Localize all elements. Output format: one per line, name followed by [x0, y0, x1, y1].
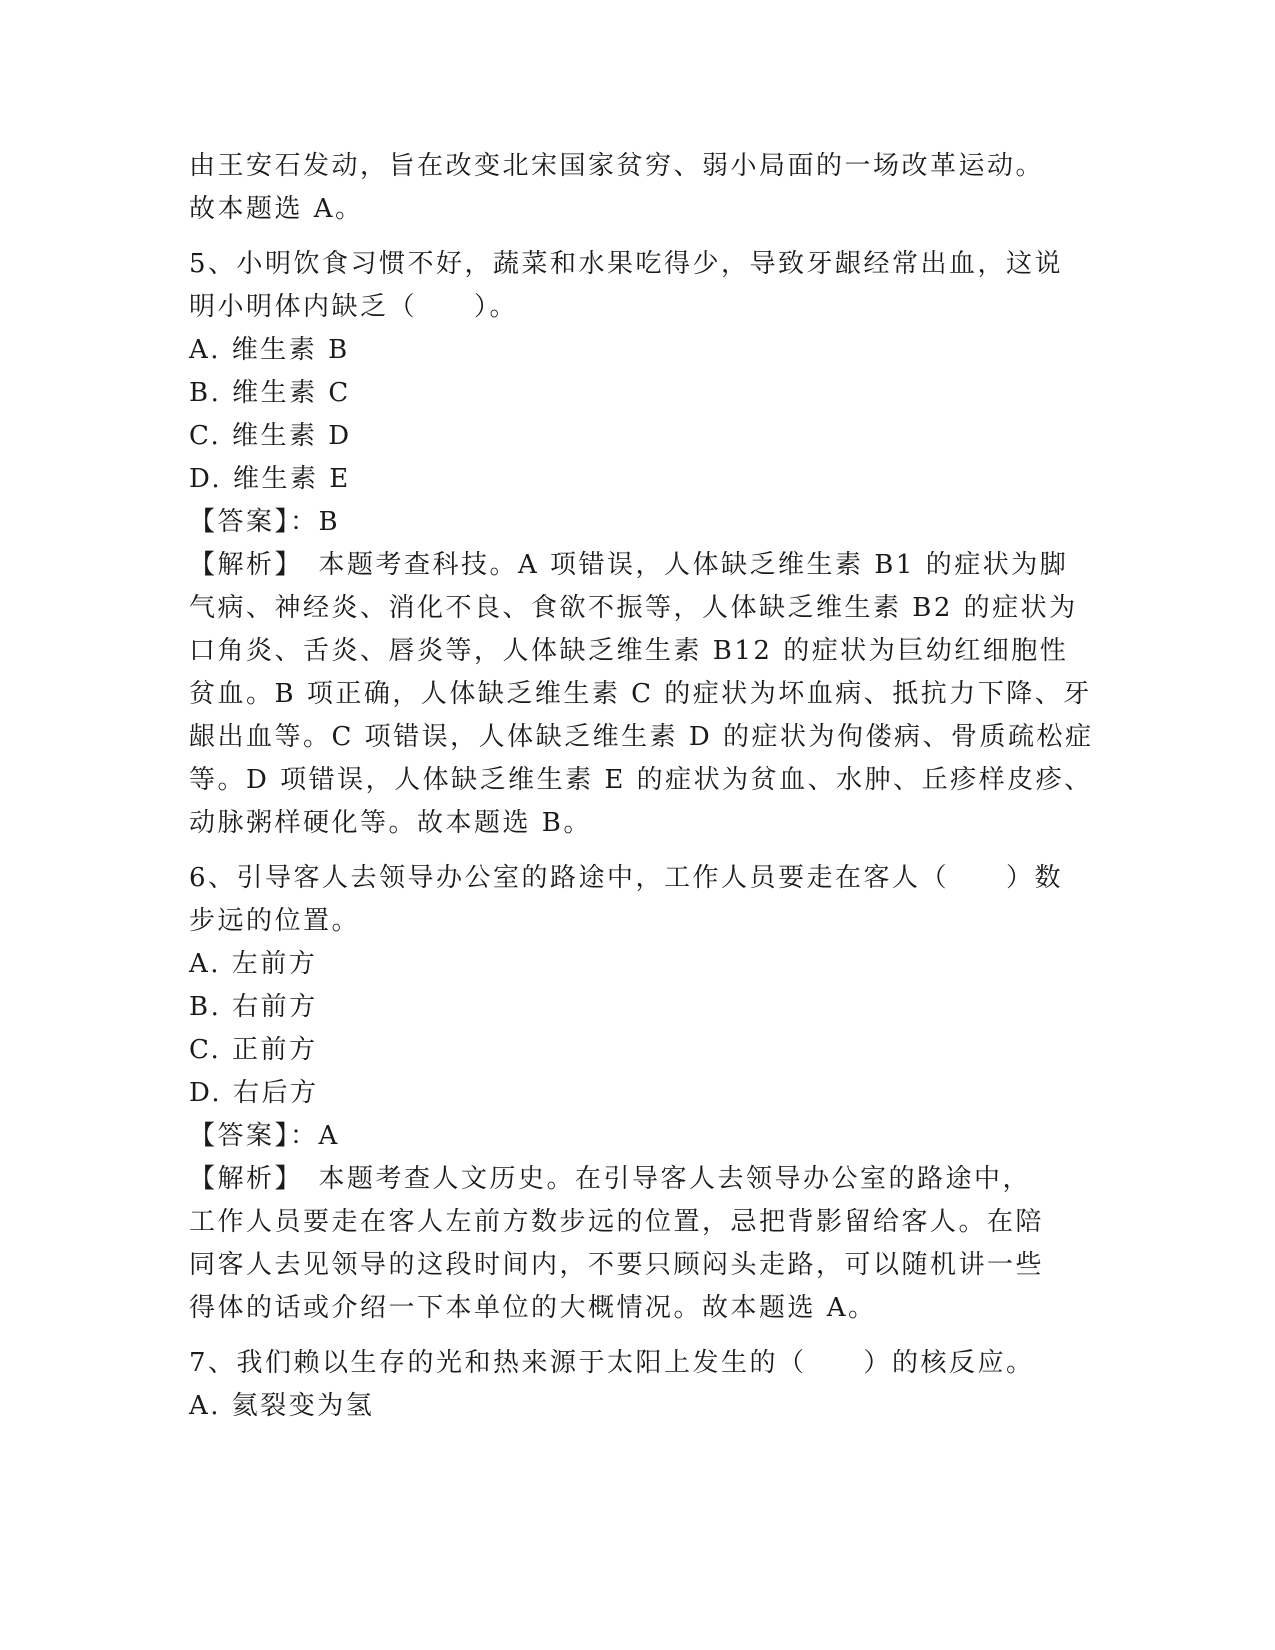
intro-block [189, 145, 1089, 231]
option-d: D. 维生素 E [189, 464, 351, 494]
answer-value: A [318, 1121, 340, 1151]
option-a: A. 氦裂变为氢 [189, 1391, 375, 1421]
analysis-line: 【解析】 本题考查人文历史。在引导客人去领导办公室的路途中， [189, 1164, 1032, 1194]
analysis-line: 同客人去见领导的这段时间内，不要只顾闷头走路，可以随机讲一些 [189, 1250, 1045, 1280]
analysis-line: 动脉粥样硬化等。故本题选 B。 [189, 808, 592, 838]
option-b: B. 维生素 C [189, 378, 351, 408]
answer-label: 【答案】： [189, 507, 319, 537]
question-stem-line: 6、引导客人去领导办公室的路途中，工作人员要走在客人（ ）数 [189, 863, 1064, 893]
answer-value: B [318, 507, 341, 537]
analysis-line: 【解析】 本题考查科技。A 项错误，人体缺乏维生素 B1 的症状为脚 [189, 550, 1069, 580]
option-c: C. 正前方 [189, 1035, 318, 1065]
answer-label: 【答案】： [189, 1121, 319, 1151]
question-stem-line: 7、我们赖以生存的光和热来源于太阳上发生的（ ）的核反应。 [189, 1348, 1035, 1378]
analysis-line: 龈出血等。C 项错误，人体缺乏维生素 D 的症状为佝偻病、骨质疏松症 [189, 722, 1094, 752]
intro-line: 故本题选 A。 [189, 194, 364, 224]
analysis-line: 工作人员要走在客人左前方数步远的位置，忌把背影留给客人。在陪 [189, 1207, 1045, 1237]
question-stem-line: 明小明体内缺乏（ ）。 [189, 292, 519, 322]
analysis-line: 口角炎、舌炎、唇炎等，人体缺乏维生素 B12 的症状为巨幼红细胞性 [189, 636, 1069, 666]
analysis-line: 贫血。B 项正确，人体缺乏维生素 C 的症状为坏血病、抵抗力下降、牙 [189, 679, 1092, 709]
option-c: C. 维生素 D [189, 421, 352, 451]
analysis-line: 气病、神经炎、消化不良、食欲不振等，人体缺乏维生素 B2 的症状为 [189, 593, 1078, 623]
question-stem-line: 步远的位置。 [189, 906, 361, 936]
analysis-line: 得体的话或介绍一下本单位的大概情况。故本题选 A。 [189, 1293, 877, 1323]
document-page [189, 145, 1094, 1428]
question-5 [189, 243, 1094, 845]
option-b: B. 右前方 [189, 992, 318, 1022]
analysis-line: 等。D 项错误，人体缺乏维生素 E 的症状为贫血、水肿、丘疹样皮疹、 [189, 765, 1093, 795]
answer-line [189, 1115, 1089, 1158]
option-d: D. 右后方 [189, 1078, 319, 1108]
question-stem-line: 5、小明饮食习惯不好，蔬菜和水果吃得少，导致牙龈经常出血，这说 [189, 249, 1064, 279]
question-6 [189, 857, 1089, 1330]
question-7 [189, 1342, 1089, 1428]
answer-line [189, 501, 1089, 544]
option-a: A. 左前方 [189, 949, 318, 979]
option-a: A. 维生素 B [189, 335, 350, 365]
intro-line: 由王安石发动，旨在改变北宋国家贫穷、弱小局面的一场改革运动。 [189, 151, 1045, 181]
